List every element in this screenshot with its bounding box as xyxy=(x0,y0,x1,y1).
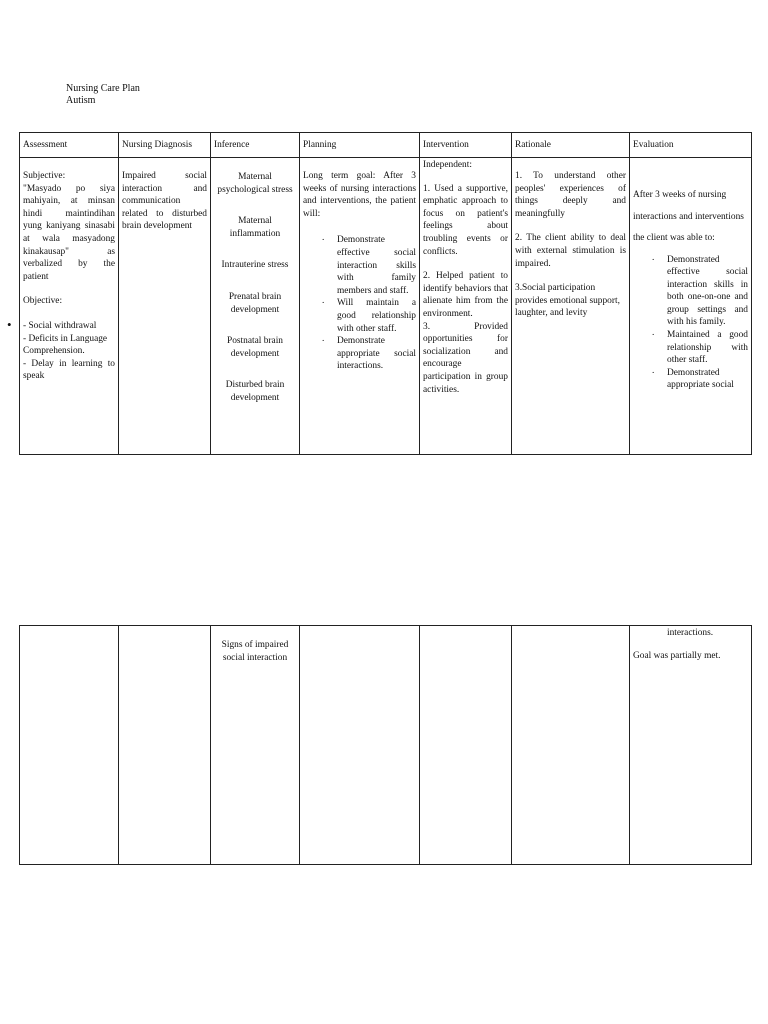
subjective-label: Subjective: xyxy=(23,171,66,181)
assessment-cell-continued xyxy=(20,626,119,865)
evaluation-item: . Maintained a good relationship with other staff. xyxy=(667,329,748,367)
intervention-label: Independent: xyxy=(423,160,472,170)
planning-list xyxy=(303,234,416,373)
intervention-item: 3. Provided opportunities for socialization and encourage participation in group activities. xyxy=(423,321,508,395)
objective-item: - Deficits in Language Comprehension. xyxy=(23,333,108,357)
document-title: Nursing Care Plan xyxy=(66,83,140,94)
diagnosis-cell xyxy=(119,158,211,455)
inference-item: Postnatal brain development xyxy=(227,336,283,359)
evaluation-item: . Demonstrated appropriate social xyxy=(667,367,748,392)
evaluation-cell-continued xyxy=(630,626,752,865)
evaluation-intro: After 3 weeks of nursing interactions and interventions the client was able to: xyxy=(633,190,744,243)
care-plan-table-continued xyxy=(19,625,752,865)
rationale-item: 3.Social participation provides emotional support, laughter, and levity xyxy=(515,283,620,319)
header-diagnosis: Nursing Diagnosis xyxy=(119,133,211,158)
document-header xyxy=(66,83,140,107)
care-plan-table xyxy=(19,132,752,455)
header-evaluation: Evaluation xyxy=(630,133,752,158)
intervention-item: 1. Used a supportive, emphatic approach to focus on patient's feelings about troubling events or conflicts. xyxy=(423,183,508,257)
evaluation-conclusion: Goal was partially met. xyxy=(633,650,721,661)
inference-item: Maternal psychological stress xyxy=(217,172,293,195)
subjective-text: "Masyado po siya mahiyain, at minsan hindi maintindihan yung kaniyang sinasabi at wala masyadong kinakausap" as verbalized by the patient xyxy=(23,183,115,282)
inference-continued: Signs of impaired social interaction xyxy=(221,640,289,663)
objective-item: - Social withdrawal xyxy=(23,320,97,331)
inference-item: Intrauterine stress xyxy=(221,260,289,271)
inference-item: Disturbed brain development xyxy=(225,380,285,403)
inference-cell-continued xyxy=(211,626,300,865)
objective-item: - Delay in learning to speak xyxy=(23,358,115,382)
rationale-item: 2. The client ability to deal with external stimulation is impaired. xyxy=(515,233,626,269)
intervention-cell xyxy=(420,158,512,455)
diagnosis-cell-continued xyxy=(119,626,211,865)
inference-item: Maternal inflammation xyxy=(229,216,281,239)
assessment-cell xyxy=(20,158,119,455)
planning-cell-continued xyxy=(300,626,420,865)
planning-goal: Long term goal: After 3 weeks of nursing interactions and interventions, the patient will: xyxy=(303,171,416,219)
content-row xyxy=(20,158,752,455)
document-subtitle: Autism xyxy=(66,95,96,106)
diagnosis-text: Impaired social interaction and communication related to disturbed brain development xyxy=(122,171,207,232)
evaluation-continued: interactions. xyxy=(667,628,714,638)
header-intervention: Intervention xyxy=(420,133,512,158)
header-assessment: Assessment xyxy=(20,133,119,158)
inference-cell xyxy=(211,158,300,455)
planning-item: . Demonstrate effective social interaction skills with family members and staff. xyxy=(337,234,416,297)
rationale-cell-continued xyxy=(512,626,630,865)
rationale-item: 1. To understand other peoples' experiences of things deeply and meaningfully xyxy=(515,171,626,219)
bullet-mark: • xyxy=(7,317,12,332)
planning-cell xyxy=(300,158,420,455)
header-row xyxy=(20,133,752,158)
rationale-cell xyxy=(512,158,630,455)
evaluation-cell xyxy=(630,158,752,455)
header-planning: Planning xyxy=(300,133,420,158)
intervention-item: 2. Helped patient to identify behaviors that alienate him from the environment. xyxy=(423,271,508,319)
intervention-cell-continued xyxy=(420,626,512,865)
header-inference: Inference xyxy=(211,133,300,158)
evaluation-list xyxy=(633,254,748,393)
continued-row xyxy=(20,626,752,865)
header-rationale: Rationale xyxy=(512,133,630,158)
objective-label: Objective: xyxy=(23,296,63,307)
planning-item: . Demonstrate appropriate social interactions. xyxy=(337,335,416,373)
evaluation-item: . Demonstrated effective social interaction skills in both one-on-one and group settings and with his family. xyxy=(667,254,748,330)
planning-item: . Will maintain a good relationship with other staff. xyxy=(337,297,416,335)
inference-item: Prenatal brain development xyxy=(228,291,282,315)
